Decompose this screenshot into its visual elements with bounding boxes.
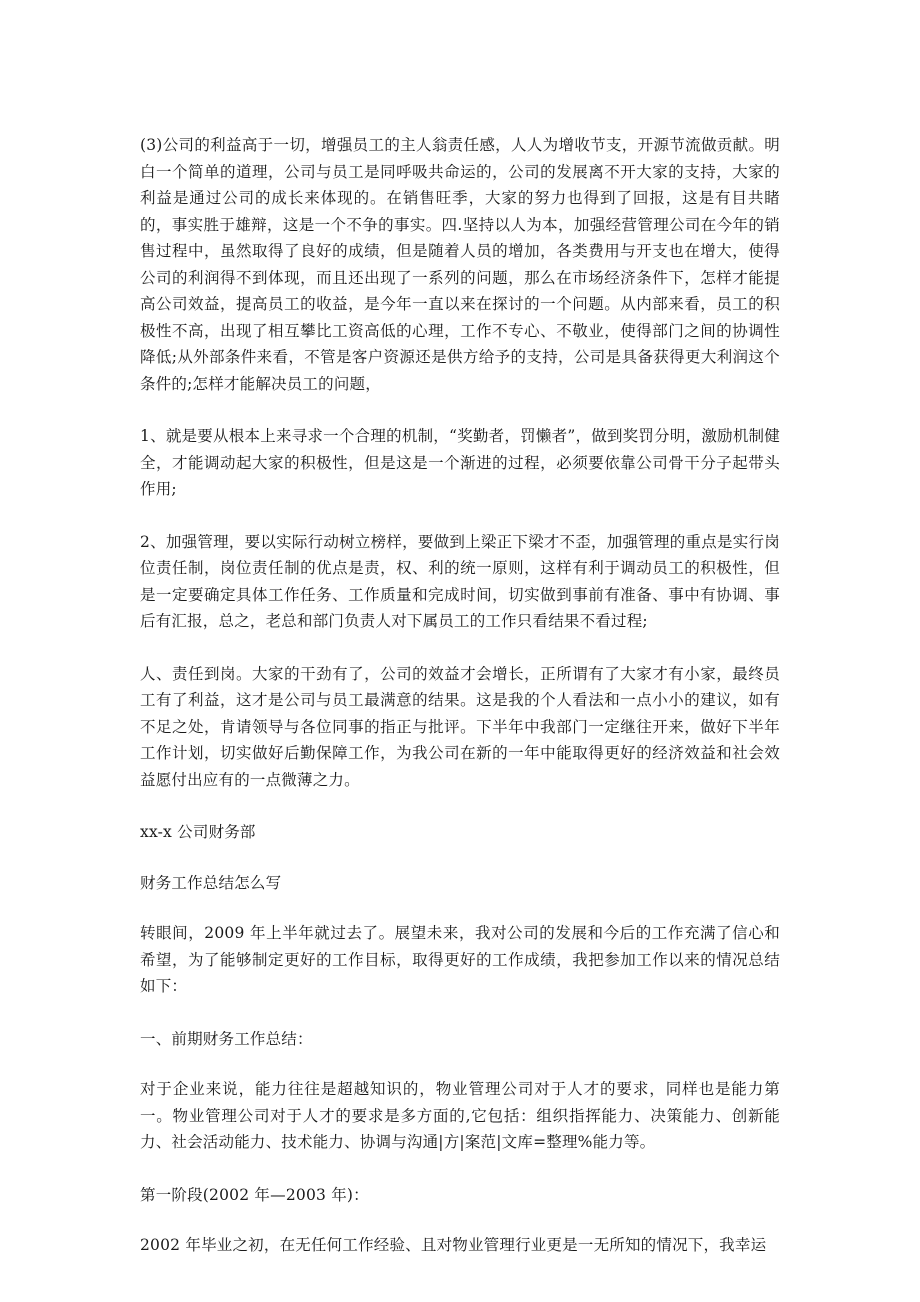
heading-early-summary: 一、前期财务工作总结： xyxy=(140,1029,313,1048)
document-body xyxy=(140,132,780,1285)
signature-department: xx-x 公司财务部 xyxy=(140,823,256,841)
heading-stage-one: 第一阶段(2002 年—2003 年)： xyxy=(140,1185,369,1204)
paragraph-abilities: 对于企业来说，能力往往是超越知识的，物业管理公司对于人才的要求，同样也是能力第一。物业管理公司对于人才的要求是多方面的,它包括：组织指挥能力、决策能力、创新能力、社会活动能力、技术能力、协调与沟通|方|案范|文库=整理%能力等。 xyxy=(140,1080,780,1151)
paragraph-responsibility: 人、责任到岗。大家的干劲有了，公司的效益才会增长，正所谓有了大家才有小家，最终员工有了利益，这才是公司与员工最满意的结果。这是我的个人看法和一点小小的建议，如有不足之处，肯请领导与各位同事的指正与批评。下半年中我部门一定继往开来，做好下半年工作计划，切实做好后勤保障工作，为我公司在新的一年中能取得更好的经济效益和社会效益愿付出应有的一点微薄之力。 xyxy=(140,664,780,789)
section-title: 财务工作总结怎么写 xyxy=(140,873,282,892)
paragraph-point-2-management: 2、加强管理，要以实际行动树立榜样，要做到上梁正下梁才不歪，加强管理的重点是实行岗位责任制，岗位责任制的优点是责，权、利的统一原则，这样有利于调动员工的积极性，但是一定要确定具体工作任务、工作质量和完成时间，切实做到事前有准备、事中有协调、事后有汇报，总之，老总和部门负责人对下属员工的工作只看结果不看过程; xyxy=(140,532,780,630)
paragraph-graduation: 2002 年毕业之初，在无任何工作经验、且对物业管理行业更是一无所知的情况下，我幸运 xyxy=(140,1236,767,1254)
paragraph-company-interest: (3)公司的利益高于一切，增强员工的主人翁责任感，人人为增收节支，开源节流做贡献。明白一个简单的道理，公司与员工是同呼吸共命运的，公司的发展离不开大家的支持，大家的利益是通过公司的成长来体现的。在销售旺季，大家的努力也得到了回报，这是有目共睹的，事实胜于雄辩，这是一个不争的事实。四.坚持以人为本，加强经营管理公司在今年的销售过程中，虽然取得了良好的成绩，但是随着人员的增加，各类费用与开支也在增大，使得公司的利润得不到体现，而且还出现了一系列的问题，那么在市场经济条件下，怎样才能提高公司效益，提高员工的收益，是今年一直以来在探讨的一个问题。从内部来看，员工的积极性不高，出现了相互攀比工资高低的心理，工作不专心、不敬业，使得部门之间的协调性降低;从外部条件来看，不管是客户资源还是供方给予的支持，公司是具备获得更大利润这个条件的;怎样才能解决员工的问题， xyxy=(140,136,780,393)
paragraph-intro: 转眼间，2009 年上半年就过去了。展望未来，我对公司的发展和今后的工作充满了信心和希望，为了能够制定更好的工作目标，取得更好的工作成绩，我把参加工作以来的情况总结如下： xyxy=(140,924,780,995)
paragraph-point-1-mechanism: 1、就是要从根本上来寻求一个合理的机制，“奖勤者，罚懒者”，做到奖罚分明，激励机制健全，才能调动起大家的积极性，但是这是一个渐进的过程，必须要依靠公司骨干分子起带头作用; xyxy=(140,427,780,498)
